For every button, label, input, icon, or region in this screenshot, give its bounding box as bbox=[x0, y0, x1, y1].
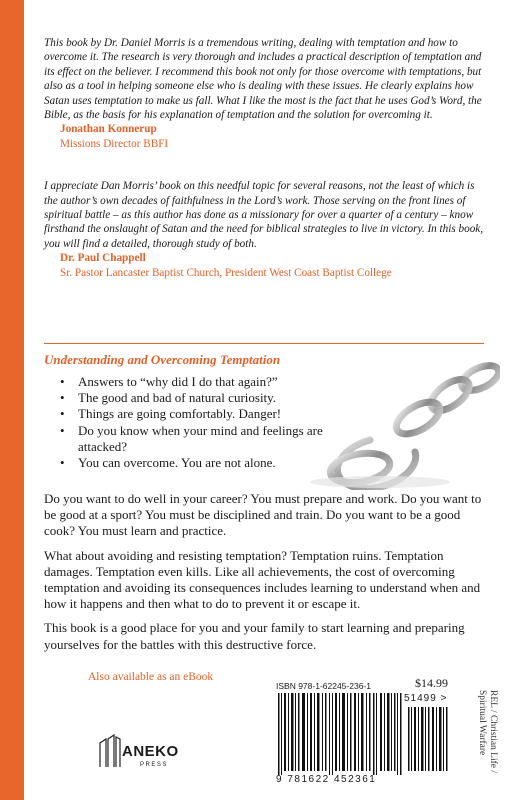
list-item: • Answers to “why did I do that again?” bbox=[58, 374, 328, 390]
broken-chain-image bbox=[300, 360, 500, 490]
description-paragraph-2: What about avoiding and resisting temptation? Temptation ruins. Temptation damages. Temptation even kills. Like all achievements, the cost of overcoming temptation and avoiding its consequences includes learning to understand when and how it happens and then what to do to prevent it or escape it. bbox=[44, 547, 481, 612]
list-item: • The good and bad of natural curiosity. bbox=[58, 390, 328, 406]
barcode-addon-digits: 51499 > bbox=[404, 693, 448, 704]
feature-list bbox=[58, 374, 328, 471]
category-label: REL / Christian Life / Spiritual Warfare bbox=[477, 690, 498, 774]
list-item: • You can overcome. You are not alone. bbox=[58, 455, 328, 471]
testimonial-text-2: I appreciate Dan Morris’ book on this needful topic for several reasons, not the least of which is the author’s own decades of faithfulness in the Lord’s work. Those serving on the front lines of spiritual battle – as this author has done as a missionary for over a quarter of a century – know firsthand the onslaught of Satan and the need for biblical strategies to live in victory. In this book, you will find a detailed, thorough study of both. bbox=[44, 180, 484, 250]
list-item: • Do you know when your mind and feelings are attacked? bbox=[58, 423, 328, 455]
list-item: • Things are going comfortably. Danger! bbox=[58, 406, 328, 422]
testimonial-role-2: Sr. Pastor Lancaster Baptist Church, President West Coast Baptist College bbox=[60, 266, 392, 279]
description-block bbox=[44, 491, 484, 661]
price-label: $14.99 bbox=[415, 676, 448, 690]
section-title: Understanding and Overcoming Temptation bbox=[44, 352, 281, 367]
section-divider bbox=[44, 343, 484, 344]
testimonials-block bbox=[44, 36, 484, 280]
barcode-digits: 9 781622 452361 bbox=[276, 774, 377, 785]
testimonial-text-1: This book by Dr. Daniel Morris is a tremendous writing, dealing with temptation and how to overcome it. The research is very thorough and includes a practical description of temptation and its effect on the believer. I recommend this book not only for those overcome with temptations, but also as a tool in helping someone else who is dealing with these issues. He clearly explains how Satan uses temptation to make us fall. What I like the most is the fact that he uses God’s Word, the Bible, as the basis for his explanation of temptation and the solution for overcoming it. bbox=[44, 37, 482, 122]
orange-spine-stripe bbox=[0, 0, 24, 800]
ebook-note: Also available as an eBook bbox=[88, 671, 214, 683]
publisher-name: ANEKO bbox=[122, 743, 179, 760]
description-paragraph-1: Do you want to do well in your career? You must prepare and work. Do you want to be good at a sport? You must be disciplined and train. Do you want to be a good cook? You must learn and practice. bbox=[44, 491, 482, 539]
isbn-label: ISBN 978-1-62245-236-1 bbox=[276, 681, 371, 691]
barcode-image bbox=[276, 693, 456, 775]
description-paragraph-3: This book is a good place for you and your family to start learning and preparing yourselves for the battles with this destructive force. bbox=[44, 620, 465, 652]
testimonial-name-2: Dr. Paul Chappell bbox=[60, 252, 146, 265]
publisher-sub: PRESS bbox=[140, 762, 168, 768]
testimonial-role-1: Missions Director BBFI bbox=[60, 137, 169, 150]
testimonial-name-1: Jonathan Konnerup bbox=[60, 123, 157, 136]
